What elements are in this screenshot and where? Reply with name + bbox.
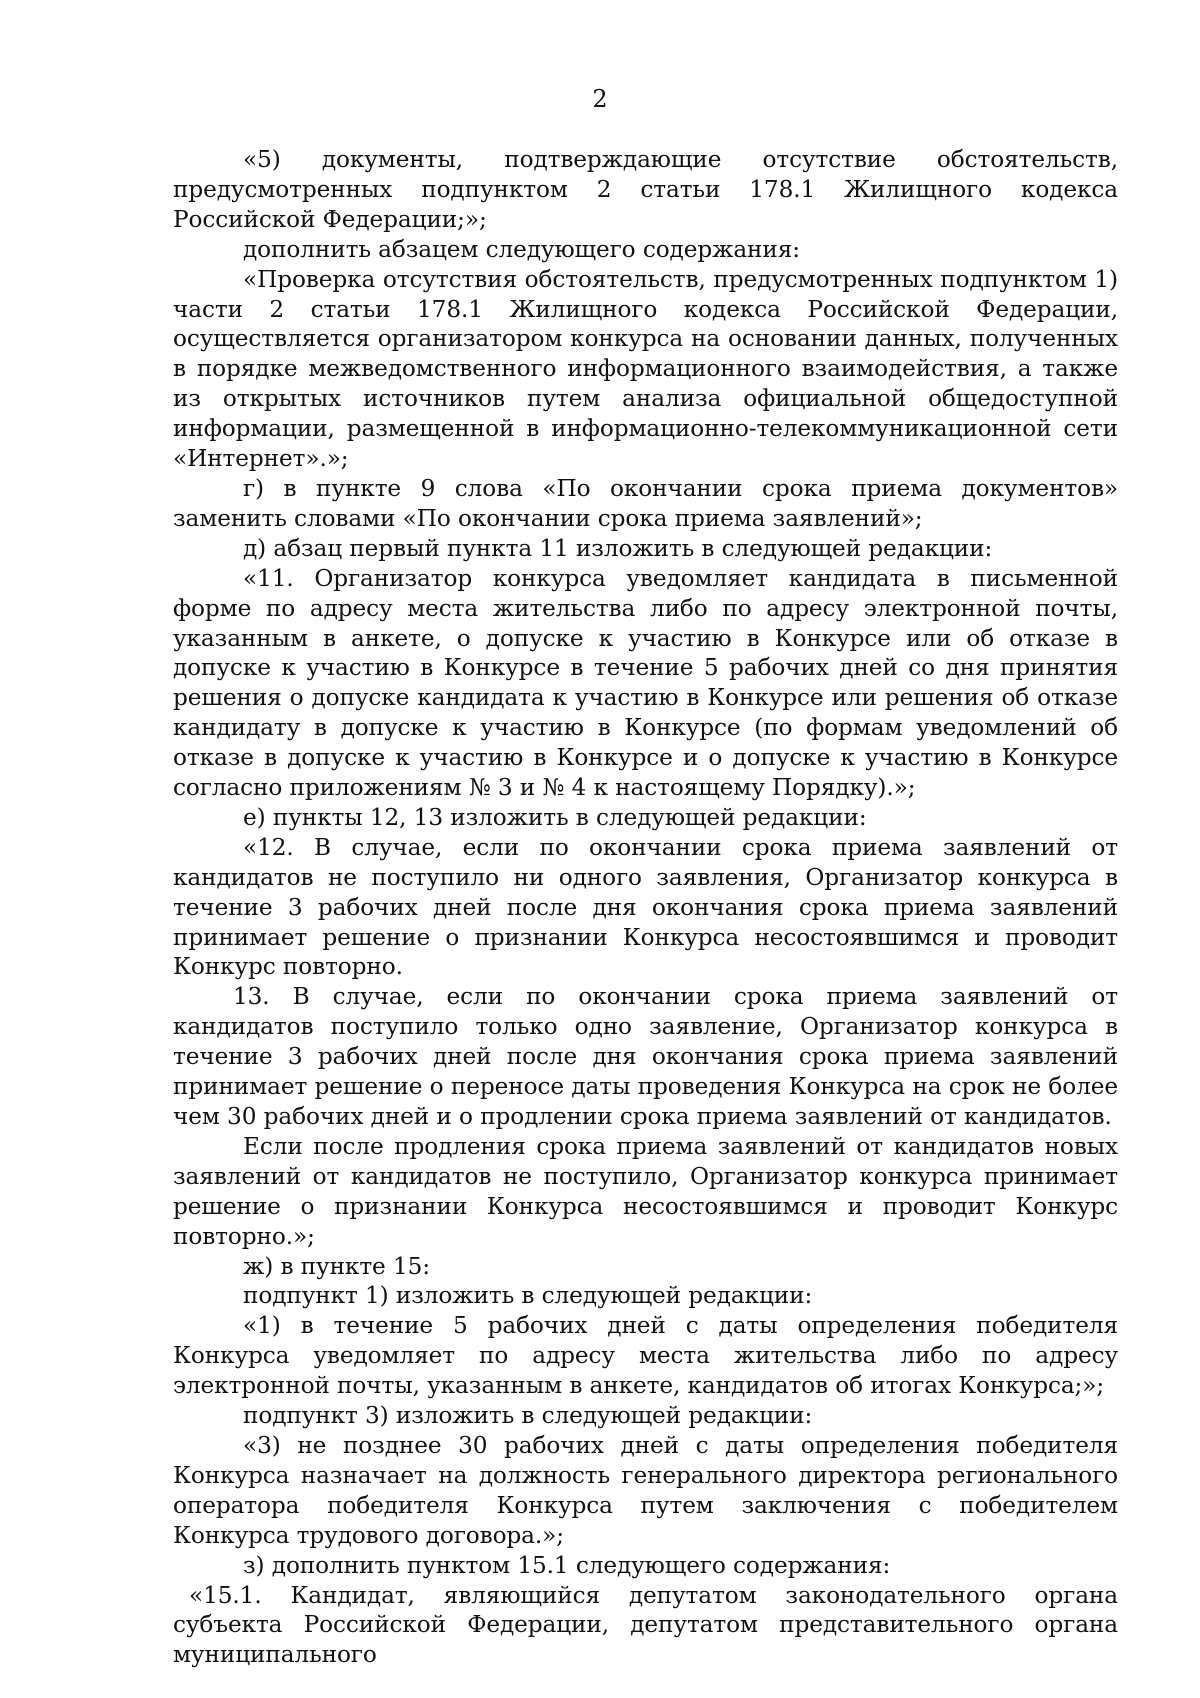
paragraph-zh-point-15: ж) в пункте 15: bbox=[243, 1252, 430, 1280]
paragraph-g-point-9: г) в пункте 9 слова «По окончании срока приема документов» заменить словами «По окончании срока приема заявлений»; bbox=[173, 474, 1118, 532]
paragraph-z-point-15-1: з) дополнить пунктом 15.1 следующего содержания: bbox=[243, 1551, 891, 1579]
paragraph-verification: «Проверка отсутствия обстоятельств, предусмотренных подпунктом 1) части 2 статьи 178.1 Жилищного кодекса Российской Федерации, осуществляется организатором конкурса на основании данных, полученных в порядке межведомственного информационного взаимодействия, а также из открытых источников путем анализа официальной общедоступной информации, размещенной в информационно-телекоммуникационной сети «Интернет».»; bbox=[173, 265, 1118, 473]
paragraph-extension-text: Если после продления срока приема заявлений от кандидатов новых заявлений от кандидатов не поступило, Организатор конкурса принимает решение о признании Конкурса несостоявшимся и проводит Конкурс повторно.»; bbox=[173, 1132, 1118, 1250]
paragraph-d-point-11: д) абзац первый пункта 11 изложить в следующей редакции: bbox=[243, 534, 993, 562]
paragraph-subpoint-3-intro: подпункт 3) изложить в следующей редакции: bbox=[243, 1402, 813, 1430]
paragraph-subpoint-3-text: «3) не позднее 30 рабочих дней с даты определения победителя Конкурса назначает на должность генерального директора регионального оператора победителя Конкурса путем заключения с победителем Конкурса трудового договора.»; bbox=[173, 1431, 1118, 1549]
paragraph-add-abzac: дополнить абзацем следующего содержания: bbox=[243, 235, 801, 263]
paragraph-point-15-1-text: «15.1. Кандидат, являющийся депутатом законодательного органа субъекта Российской Федерации, депутатом представительного органа муниципального bbox=[173, 1581, 1118, 1669]
paragraph-e-points-12-13: е) пункты 12, 13 изложить в следующей редакции: bbox=[243, 803, 867, 831]
paragraph-point-13-text: 13. В случае, если по окончании срока приема заявлений от кандидатов поступило только одно заявление, Организатор конкурса в течение 3 рабочих дней после дня окончания срока приема заявлений принимает решение о переносе даты проведения Конкурса на срок не более чем 30 рабочих дней и о продлении срока приема заявлений от кандидатов. bbox=[173, 983, 1118, 1130]
paragraph-item-5-documents: «5) документы, подтверждающие отсутствие обстоятельств, предусмотренных подпунктом 2 статьи 178.1 Жилищного кодекса Российской Федерации;»; bbox=[173, 146, 1118, 233]
document-body bbox=[173, 145, 1118, 1670]
page-number: 2 bbox=[592, 85, 608, 113]
paragraph-subpoint-1-intro: подпункт 1) изложить в следующей редакции: bbox=[243, 1282, 813, 1310]
paragraph-subpoint-1-text: «1) в течение 5 рабочих дней с даты определения победителя Конкурса уведомляет по адресу места жительства либо по адресу электронной почты, указанным в анкете, кандидатов об итогах Конкурса;»; bbox=[173, 1312, 1118, 1400]
paragraph-point-11-text: «11. Организатор конкурса уведомляет кандидата в письменной форме по адресу места жительства либо по адресу электронной почты, указанным в анкете, о допуске к участию в Конкурсе или об отказе в допуске к участию в Конкурсе в течение 5 рабочих дней со дня принятия решения о допуске кандидата к участию в Конкурсе или решения об отказе кандидату в допуске к участию в Конкурсе (по формам уведомлений об отказе в допуске к участию в Конкурсе и о допуске к участию в Конкурсе согласно приложениям № 3 и № 4 к настоящему Порядку).»; bbox=[173, 564, 1118, 802]
paragraph-point-12-text: «12. В случае, если по окончании срока приема заявлений от кандидатов не поступило ни одного заявления, Организатор конкурса в течение 3 рабочих дней после дня окончания срока приема заявлений принимает решение о признании Конкурса несостоявшимся и проводит Конкурс повторно. bbox=[173, 833, 1118, 981]
